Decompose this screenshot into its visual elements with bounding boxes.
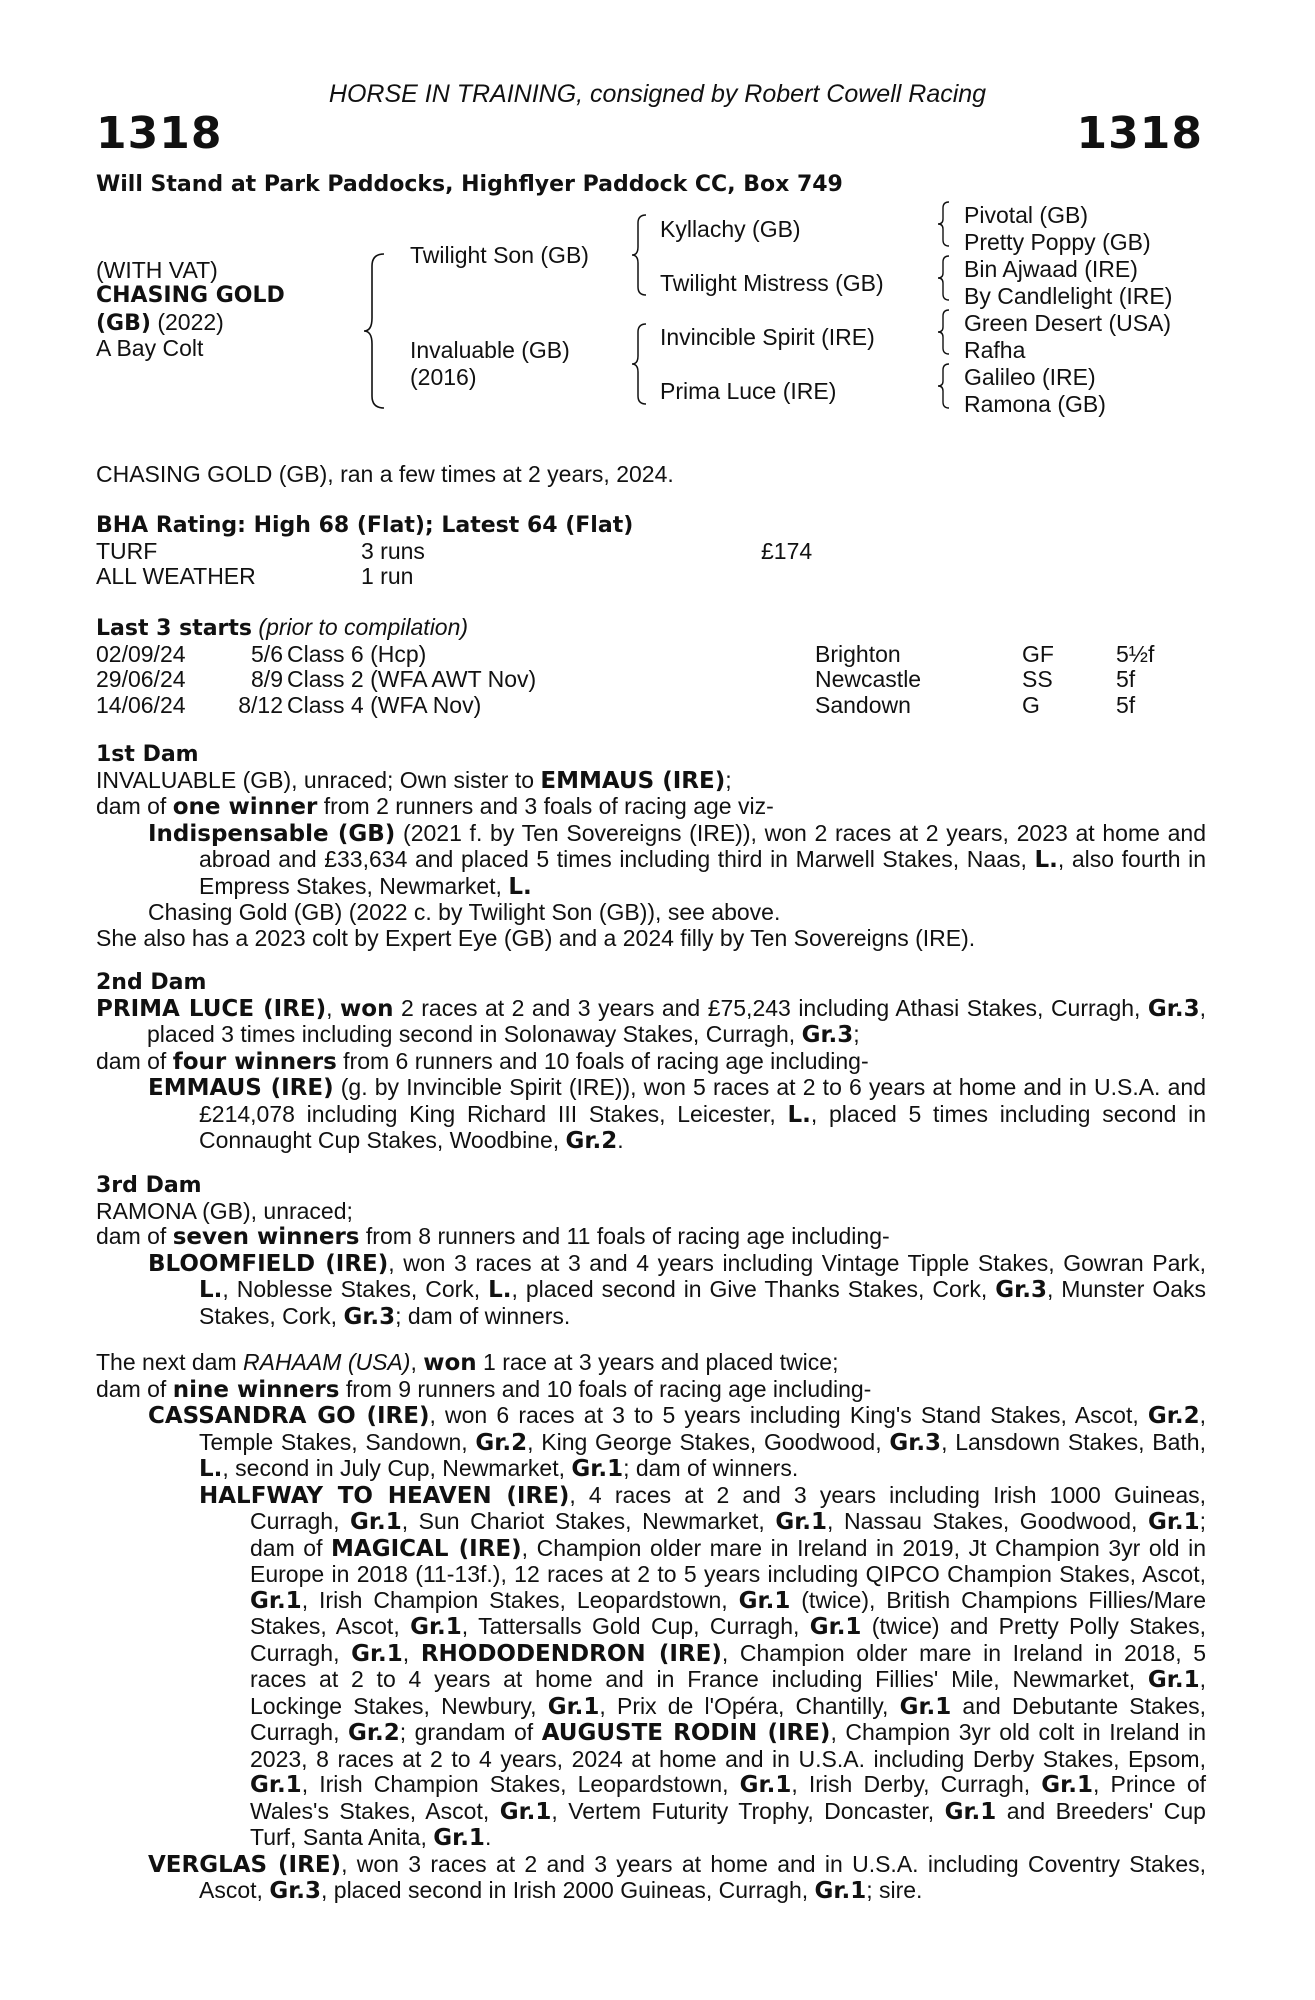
start-distance: 5f [1116,691,1136,718]
text-run: , Vertem Futurity Trophy, Doncaster, [551,1797,945,1824]
text-run: , won 3 races at 2 and 3 years at home and in U.S.A. including Coventry Stakes, Ascot, [199,1850,1207,1903]
start-date: 29/06/24 [96,666,186,692]
text-run: , second in July Cup, Newmarket, [222,1455,572,1481]
pedigree-sss: Pivotal (GB) [964,202,1088,228]
second-dam-heading: 2nd Dam [96,970,207,995]
start-distance: 5½f [1116,640,1155,667]
horse-ref: AUGUSTE RODIN (IRE) [541,1720,831,1746]
text-run: , placed 5 times including second in Connaught Cup Stakes, Woodbine, [199,1100,1207,1153]
text-run: , also fourth in Empress Stakes, Newmarket, [199,846,1206,899]
text-run: The next dam [96,1349,244,1375]
last-starts-note: (prior to compilation) [252,614,469,640]
race-grade: Gr.3 [995,1277,1047,1303]
race-grade: Gr.1 [1041,1772,1093,1798]
pedigree-ssd: Pretty Poppy (GB) [964,229,1151,255]
horse-ref: EMMAUS (IRE) [148,1075,334,1101]
pedigree-dam-year: (2016) [410,364,477,390]
race-grade: Gr.3 [889,1429,942,1456]
third-dam-produce-line [96,1224,1206,1251]
start-going: SS [1022,666,1053,692]
race-grade: Gr.1 [738,1587,791,1614]
text-run: (g. by Invincible Spirit (IRE)), won 5 races at 2 to 6 years at home and in U.S.A. and £214,078 including King Richard III Stakes, Leicester, [199,1074,1206,1127]
text-run: , 4 races at 2 and 3 years including Irish 1000 Guineas, Curragh, [250,1481,1206,1534]
race-grade: L. [787,1101,811,1128]
text-run: dam of [96,1223,173,1249]
text-run: ; dam of winners. [623,1455,799,1481]
race-grade: Gr.2 [475,1429,528,1456]
winners-count: nine winners [172,1376,340,1403]
last-start-row [96,693,1206,719]
winners-count: one winner [172,794,318,820]
text-run: dam of [96,793,173,819]
text-run: , Champion older mare in Ireland in 2018, 5 races at 2 to 4 years at home and in France including Fillies' Mile, Newmarket, [250,1639,1207,1692]
start-race: Class 2 (WFA AWT Nov) [287,666,537,692]
race-grade: Gr.2 [1147,1403,1200,1429]
text-run: , Irish Champion Stakes, Leopardstown, [301,1771,740,1797]
text-run: , Prince of Wales's Stakes, Ascot, [250,1771,1206,1824]
text-run: won [423,1350,477,1376]
race-grade: L. [508,873,532,900]
produce-halfway-to-heaven [199,1483,1206,1852]
horse-name: CHASING GOLD [96,283,285,308]
start-distance: 5f [1116,666,1136,692]
horse-ref: BLOOMFIELD (IRE) [148,1250,389,1277]
text-run: , [326,994,341,1021]
race-grade: Gr.1 [1147,1509,1200,1535]
text-run: , Munster Oaks Stakes, Cork, [199,1276,1207,1329]
pedigree-dd: Prima Luce (IRE) [660,378,837,404]
text-run: (2021 f. by Ten Sovereigns (IRE)), won 2 races at 2 years, 2023 at home and abroad and £33,634 and placed 5 times including third in Marwell Stakes, Naas, [199,819,1206,872]
race-grade: Gr.1 [814,1878,867,1904]
start-course: Sandown [815,691,911,718]
pedigree-dds: Galileo (IRE) [964,364,1096,390]
vat-note: (WITH VAT) [96,257,218,283]
race-grade: Gr.1 [739,1772,792,1798]
race-summary: CHASING GOLD (GB), ran a few times at 2 years, 2024. [96,461,674,487]
text-run: , [410,1349,424,1375]
horse-ref: HALFWAY TO HEAVEN (IRE) [199,1482,570,1509]
horse-suffix: (GB) [96,311,151,336]
text-run: ; [853,1021,860,1047]
race-grade: Gr.3 [343,1303,396,1330]
pedigree-brace-ds [936,308,954,356]
first-dam-line2 [96,794,1206,821]
text-run: , placed second in Give Thanks Stakes, Cork, [511,1276,996,1302]
text-run: , Prix de l'Opéra, Chantilly, [599,1692,900,1719]
horse-description: A Bay Colt [96,335,204,361]
rating-heading: BHA Rating: High 68 (Flat); Latest 64 (Flat) [96,513,634,538]
first-dam-heading: 1st Dam [96,742,199,767]
last-start-row [96,642,1206,668]
lot-number-left: 1318 [96,108,223,159]
race-grade: Gr.3 [1147,995,1200,1022]
text-run: , won 6 races at 3 to 5 years including King's Stand Stakes, Ascot, [429,1402,1148,1428]
turf-label: TURF [96,537,158,564]
race-grade: Gr.1 [350,1509,402,1535]
last-starts-rows [96,642,1206,719]
text-run: (twice), British Champions Fillies/Mare Stakes, Ascot, [250,1586,1206,1639]
last-starts-block [96,615,1206,718]
race-grade: Gr.1 [1147,1667,1200,1693]
horse-ref: EMMAUS (IRE) [540,767,726,794]
start-going: GF [1022,640,1054,667]
text-run: and Debutante Stakes, Curragh, [250,1692,1206,1745]
race-grade: Gr.1 [944,1798,997,1825]
text-run: dam of [96,1375,173,1402]
produce-emmaus [148,1075,1206,1155]
horse-ref: RHODODENDRON (IRE) [420,1640,722,1667]
race-grade: Gr.1 [809,1614,862,1640]
race-grade: Gr.1 [433,1825,485,1851]
first-dam-section [96,742,1206,951]
text-run: , Irish Derby, Curragh, [791,1771,1042,1797]
race-grade: Gr.1 [250,1587,302,1614]
race-grade: L. [488,1277,512,1303]
start-position: 5/6 [251,640,283,667]
text-run: , Champion 3yr old colt in Ireland in 2023, 8 races at 2 to 4 years, 2024 at home and in U.S.A. including Derby Stakes, Epsom, [250,1719,1207,1772]
pedigree-dss: Green Desert (USA) [964,310,1172,336]
second-dam-record [96,996,1206,1049]
text-run: won [340,995,394,1022]
race-grade: Gr.2 [348,1720,400,1746]
lot-number-right: 1318 [1076,108,1203,159]
pedigree-dsd: Rafha [964,337,1026,363]
text-run: dam of [96,1047,173,1074]
race-grade: Gr.1 [775,1509,828,1535]
rating-turf-row [96,539,1206,565]
pedigree-ddd: Ramona (GB) [964,391,1106,417]
race-grade: L. [199,1456,223,1482]
race-grade: Gr.1 [899,1693,952,1720]
pedigree-brace-sire [630,213,652,297]
start-going: G [1022,691,1040,718]
race-grade: L. [199,1277,223,1303]
pedigree-brace-sd [936,254,954,302]
start-race: Class 4 (WFA Nov) [287,691,482,718]
horse-ref: CASSANDRA GO (IRE) [148,1403,430,1429]
rating-aw-row [96,564,1206,590]
pedigree-brace-ss [936,200,954,248]
pedigree-ss: Kyllachy (GB) [660,216,801,242]
turf-prize: £174 [761,537,813,564]
third-dam-heading: 3rd Dam [96,1173,202,1198]
text-run: , Noblesse Stakes, Cork, [222,1276,489,1302]
produce-indispensable [148,821,1206,901]
text-run: INVALUABLE (GB), unraced; Own sister to [96,766,541,793]
pedigree-sd: Twilight Mistress (GB) [660,270,884,296]
text-run: , won 3 races at 3 and 4 years including Vintage Tipple Stakes, Gowran Park, [388,1249,1206,1276]
text-run: , Sun Chariot Stakes, Newmarket, [401,1508,776,1534]
race-grade: Gr.1 [351,1640,403,1667]
start-course: Brighton [815,640,901,667]
text-run: , Tattersalls Gold Cup, Curragh, [461,1613,810,1639]
aw-runs: 1 run [361,563,414,589]
horse-ref: MAGICAL (IRE) [331,1535,522,1562]
text-run: (twice) and Pretty Polly Stakes, Curragh, [250,1613,1206,1666]
race-grade: Gr.1 [547,1693,600,1720]
fourth-dam-produce-line [96,1377,1206,1404]
text-run: , Irish Champion Stakes, Leopardstown, [301,1586,739,1613]
text-run: ; [725,766,732,793]
start-position: 8/12 [238,691,283,718]
pedigree-sdd: By Candlelight (IRE) [964,283,1173,309]
rating-block [96,513,1206,590]
text-run: 2 races at 2 and 3 years and £75,243 including Athasi Stakes, Curragh, [393,994,1148,1021]
pedigree-dam: Invaluable (GB) [410,337,570,363]
race-grade: L. [1034,847,1058,873]
horse-ref: VERGLAS (IRE) [148,1851,342,1878]
text-run: ; grandam of [399,1719,542,1745]
first-dam-also: She also has a 2023 colt by Expert Eye (GB) and a 2024 filly by Ten Sovereigns (IRE). [96,924,976,951]
fourth-dam-section [96,1350,1206,1905]
horse-ref: PRIMA LUCE (IRE) [96,995,327,1022]
text-run: , Champion older mare in Ireland in 2019, Jt Champion 3yr old in Europe in 2018 (11-13f.), 12 races at 2 to 5 years including QIPCO Champion Stakes, Ascot, [250,1534,1206,1587]
produce-chasing-gold: Chasing Gold (GB) (2022 c. by Twilight Son (GB)), see above. [148,899,781,925]
race-grade: Gr.1 [410,1614,462,1640]
horse-year: (2022) [150,309,224,335]
text-run: , King George Stakes, Goodwood, [527,1428,890,1455]
fourth-dam-record [96,1350,1206,1377]
turf-runs: 3 runs [361,537,425,564]
last-start-row [96,667,1206,693]
text-run: . [617,1127,624,1153]
horse-name-line2 [96,309,224,337]
winners-count: four winners [172,1048,337,1075]
text-run: ; sire. [866,1877,923,1903]
text-run: 1 race at 3 years and placed twice; [476,1349,839,1375]
second-dam-produce-line [96,1049,1206,1076]
race-grade: Gr.1 [499,1798,552,1825]
text-run: . [484,1824,492,1850]
pedigree-sire: Twilight Son (GB) [410,242,589,268]
third-dam-record: RAMONA (GB), unraced; [96,1197,353,1224]
start-course: Newcastle [815,666,922,692]
pedigree-ds: Invincible Spirit (IRE) [660,324,875,350]
text-run: from 2 runners and 3 foals of racing age viz- [317,793,774,819]
text-run: , Lockinge Stakes, Newbury, [250,1666,1206,1719]
pedigree-brace-dam [630,322,652,406]
consignment-line: HORSE IN TRAINING, consigned by Robert Cowell Racing [328,80,987,108]
start-position: 8/9 [251,666,283,692]
race-grade: Gr.3 [269,1878,321,1904]
race-grade: Gr.1 [571,1456,624,1482]
last-starts-heading: Last 3 starts [96,616,253,641]
text-run: , [402,1639,421,1666]
last-starts-heading-line [96,615,1206,642]
text-run: , Lansdown Stakes, Bath, [941,1428,1206,1455]
text-run: ; dam of winners. [395,1302,571,1329]
stand-location: Will Stand at Park Paddocks, Highflyer Paddock CC, Box 749 [96,172,843,197]
pedigree-brace-dd [936,362,954,410]
text-run: , placed second in Irish 2000 Guineas, Curragh, [321,1877,815,1903]
produce-cassandra-go [148,1403,1206,1483]
text-run: , Nassau Stakes, Goodwood, [827,1508,1148,1534]
produce-bloomfield [148,1251,1206,1331]
start-date: 14/06/24 [96,691,186,718]
first-dam-line1 [96,768,1206,795]
race-grade: Gr.3 [801,1022,854,1048]
text-run: , Temple Stakes, Sandown, [199,1402,1206,1455]
horse-ref: Indispensable (GB) [148,820,396,847]
text-run: from 8 runners and 11 foals of racing age including- [359,1223,890,1249]
third-dam-section [96,1173,1206,1330]
race-grade: Gr.1 [250,1772,302,1798]
produce-verglas [148,1852,1206,1905]
text-run: from 6 runners and 10 foals of racing age including- [336,1047,869,1074]
text-run: ; dam of [250,1508,1207,1561]
start-date: 02/09/24 [96,640,186,667]
start-race: Class 6 (Hcp) [287,640,427,667]
pedigree-brace-main [362,252,392,410]
horse-ref: RAHAAM (USA) [243,1349,411,1375]
text-run: and Breeders' Cup Turf, Santa Anita, [250,1797,1206,1850]
race-grade: Gr.2 [565,1128,618,1154]
pedigree-sds: Bin Ajwaad (IRE) [964,256,1138,282]
aw-label: ALL WEATHER [96,563,256,589]
winners-count: seven winners [172,1224,360,1250]
text-run: from 9 runners and 10 foals of racing age including- [339,1375,872,1402]
text-run: , placed 3 times including second in Solonaway Stakes, Curragh, [147,994,1206,1047]
second-dam-section [96,970,1206,1155]
